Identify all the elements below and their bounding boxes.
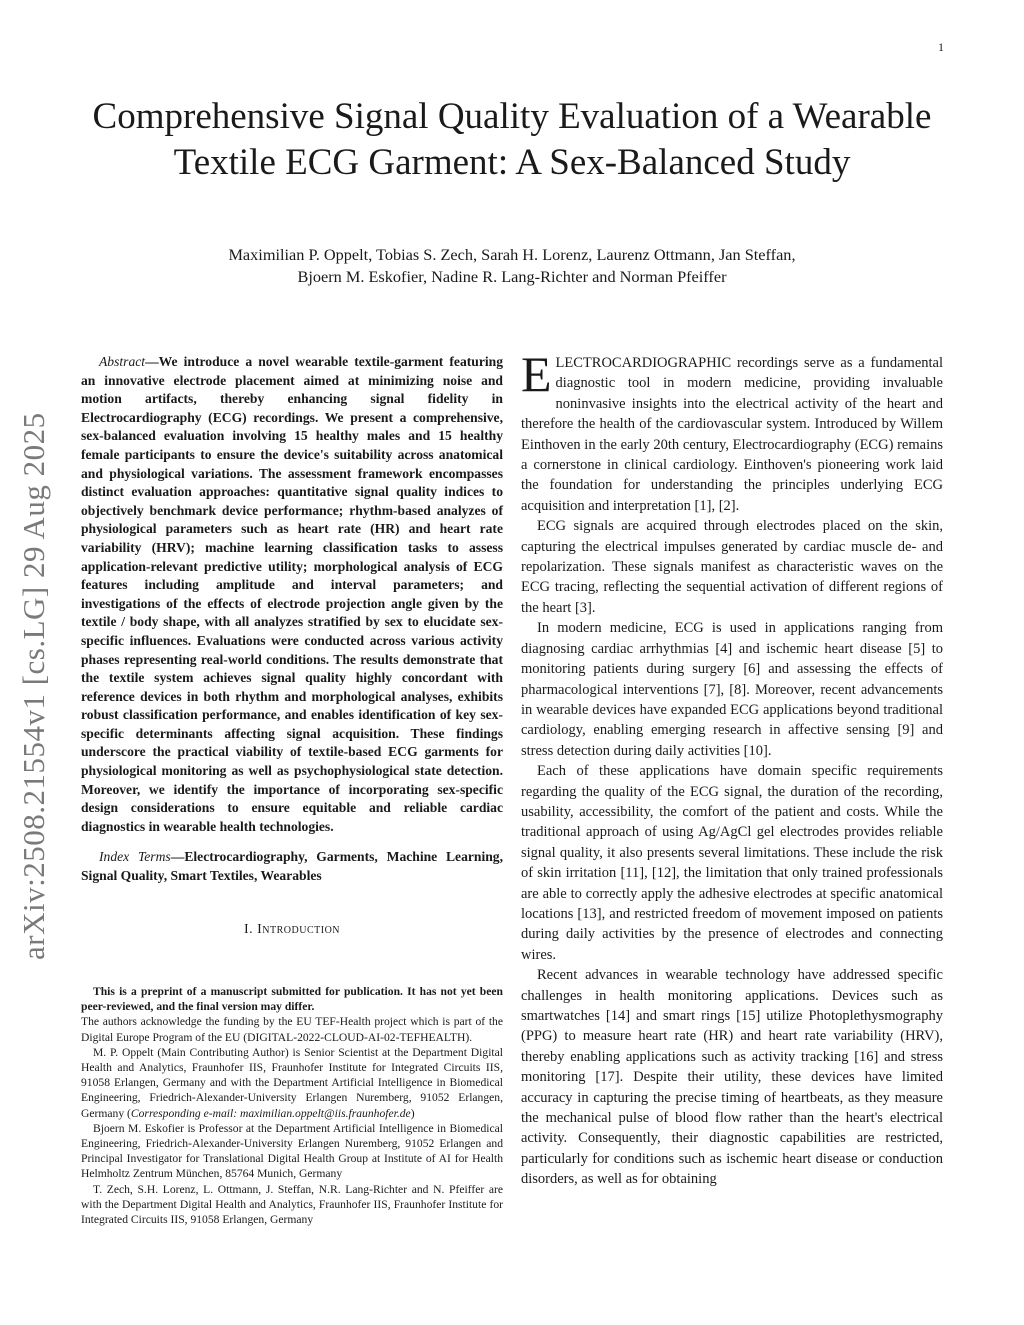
footnote-oppelt-text: M. P. Oppelt (Main Contributing Author) is Senior Scientist at the Department Digital Health and Analytics, Fraunhofer IIS, Fraunhofer Institute for Integrated Circuits IIS, 91058 Erlangen, Germany and with the Department Artificial Intelligence in Biomedical Engineering, Friedrich-Alexander-University Erlangen Nuremberg, 91052 Erlangen, Germany (: [81, 1045, 503, 1120]
intro-lead-word: LECTROCARDIOGRAPHIC: [555, 355, 732, 371]
abstract-text: —We introduce a novel wearable textile-garment featuring an innovative electrode placement aimed at minimizing noise and motion artifacts, thereby enhancing signal fidelity in Electrocardiography (ECG) recordings. We present a comprehensive, sex-balanced evaluation involving 15 healthy males and 15 healthy female participants to ensure the device's suitability across anatomical and physiological variations. The assessment framework encompasses distinct evaluation approaches: quantitative signal quality indices to objectively benchmark device performance; rhythm-based analyzes of physiological parameters such as heart rate (HR) and heart rate variability (HRV); machine learning classification tasks to assess application-relevant predictive utility; morphological analysis of ECG features including amplitude and interval parameters; and investigations of the effects of electrode projection angle given by the textile / body shape, with all analyzes stratified by sex to elucidate sex-specific influences. Evaluations were conducted across various activity phases representing real-world conditions. The results demonstrate that the textile system achieves signal quality highly concordant with reference devices in both rhythm and morphological analyses, exhibits robust classification performance, and enables identification of key sex-specific determinants affecting signal acquisition. These findings underscore the practical viability of textile-based ECG garments for physiological monitoring as well as psychophysiological state detection. Moreover, we identify the importance of incorporating sex-specific design considerations to ensure equitable and reliable cardiac diagnostics in wearable health technologies.: [81, 354, 503, 834]
intro-paragraph-1: [521, 346, 943, 516]
footnote-coauthors: T. Zech, S.H. Lorenz, L. Ottmann, J. Steffan, N.R. Lang-Richter and N. Pfeiffer are with the Department Digital Health and Analytics, Fraunhofer IIS, Fraunhofer Institute for Integrated Circuits IIS, 91058 Erlangen, Germany: [81, 1182, 503, 1227]
footnote-oppelt-email[interactable]: Corresponding e-mail: maximilian.oppelt@iis.fraunhofer.de: [130, 1106, 411, 1120]
arxiv-identifier: arXiv:2508.21554v1 [cs.LG] 29 Aug 2025: [16, 412, 51, 960]
abstract: [81, 353, 503, 836]
intro-paragraph-2: ECG signals are acquired through electrodes placed on the skin, capturing the electrical impulses generated by cardiac muscle de- and repolarization. These signals manifest as characteristic waves on the ECG tracing, reflecting the sequential activation of different regions of the heart [3].: [521, 518, 943, 616]
drop-cap: E: [521, 346, 552, 402]
intro-paragraph-1-text: recordings serve as a fundamental diagnostic tool in modern medicine, providing invaluable noninvasive insights into the electrical activity of the heart and therefore the health of the cardiovascular system. Introduced by Willem Einthoven in the early 20th century, Electrocardiography (ECG) remains a cornerstone in clinical cardiology. Einthoven's pioneering work laid the foundation for understanding the principles underlying ECG acquisition and interpretation [1], [2].: [521, 355, 943, 514]
author-line-2: Bjoern M. Eskofier, Nadine R. Lang-Richter and Norman Pfeiffer: [297, 267, 727, 286]
right-column: [521, 346, 943, 1190]
footnote-funding: The authors acknowledge the funding by the EU TEF-Health project which is part of the Digital Europe Program of the EU (DIGITAL-2022-CLOUD-AI-02-TEFHEALTH).: [81, 1015, 503, 1044]
page-number: 1: [938, 40, 944, 54]
intro-paragraph-3: In modern medicine, ECG is used in applications ranging from diagnosing cardiac arrhythmias [4] and ischemic heart disease [5] to monitoring patients during surgery [6] and assessing the effects of pharmacological interventions [7], [8]. Moreover, recent advancements in wearable devices have expanded ECG applications beyond traditional cardiology, enabling emerging research in affective sensing [9] and stress detection during daily activities [10].: [521, 620, 943, 759]
footnote-preprint: This is a preprint of a manuscript submitted for publication. It has not yet been peer-reviewed, and the final version may differ.: [81, 985, 503, 1014]
author-list: [80, 244, 944, 288]
abstract-label: Abstract: [99, 354, 146, 369]
footnote-oppelt-end: ): [410, 1106, 415, 1120]
section-heading-introduction: I. Introduction: [243, 921, 341, 937]
index-terms: [81, 848, 503, 885]
author-line-1: Maximilian P. Oppelt, Tobias S. Zech, Sarah H. Lorenz, Laurenz Ottmann, Jan Steffan,: [228, 245, 796, 264]
footnote-eskofier: Bjoern M. Eskofier is Professor at the Department Artificial Intelligence in Biomedical Engineering, Friedrich-Alexander-University Erlangen Nuremberg, 91052 Erlangen and Principal Investigator for Translational Digital Health Group at Institute of AI for Health Helmholtz Zentrum München, 85764 Munich, Germany: [81, 1121, 503, 1181]
left-column: [81, 353, 503, 1227]
paper-title: Comprehensive Signal Quality Evaluation of a Wearable Textile ECG Garment: A Sex-Balanced Study: [92, 96, 932, 183]
intro-paragraph-4: Each of these applications have domain specific requirements regarding the quality of the ECG signal, the duration of the recording, usability, accessibility, the comfort of the patient and costs. While the traditional approach of using Ag/AgCl gel electrodes provides reliable signal quality, it also presents several limitations. These include the risk of skin irritation [11], [12], the limitation that only trained professionals are able to correctly apply the adhesive electrodes at specific anatomical locations [13], and restricted freedom of movement imposed on patients during daily activities by the presence of electrodes and connecting wires.: [521, 763, 943, 963]
intro-paragraph-5: Recent advances in wearable technology have addressed specific challenges in health monitoring applications. Devices such as smartwatches [14] and smart rings [15] utilize Photoplethysmography (PPG) to measure heart rate (HR) and heart rate variability (HRV), thereby enabling applications such as activity tracking [16] and stress monitoring [17]. Despite their utility, these devices have limited accuracy in capturing the precise timing of heartbeats, as they measure the mechanical pulse of blood flow rather than the heart's electrical activity. Consequently, their diagnostic capabilities are restricted, particularly for conditions such as ischemic heart disease or conduction disorders, as well as for obtaining: [521, 967, 943, 1188]
index-terms-text: —Electrocardiography, Garments, Machine Learning, Signal Quality, Smart Textiles, Wearables: [81, 849, 503, 884]
index-terms-label: Index Terms: [99, 849, 171, 865]
footnote-oppelt: [81, 1045, 503, 1121]
